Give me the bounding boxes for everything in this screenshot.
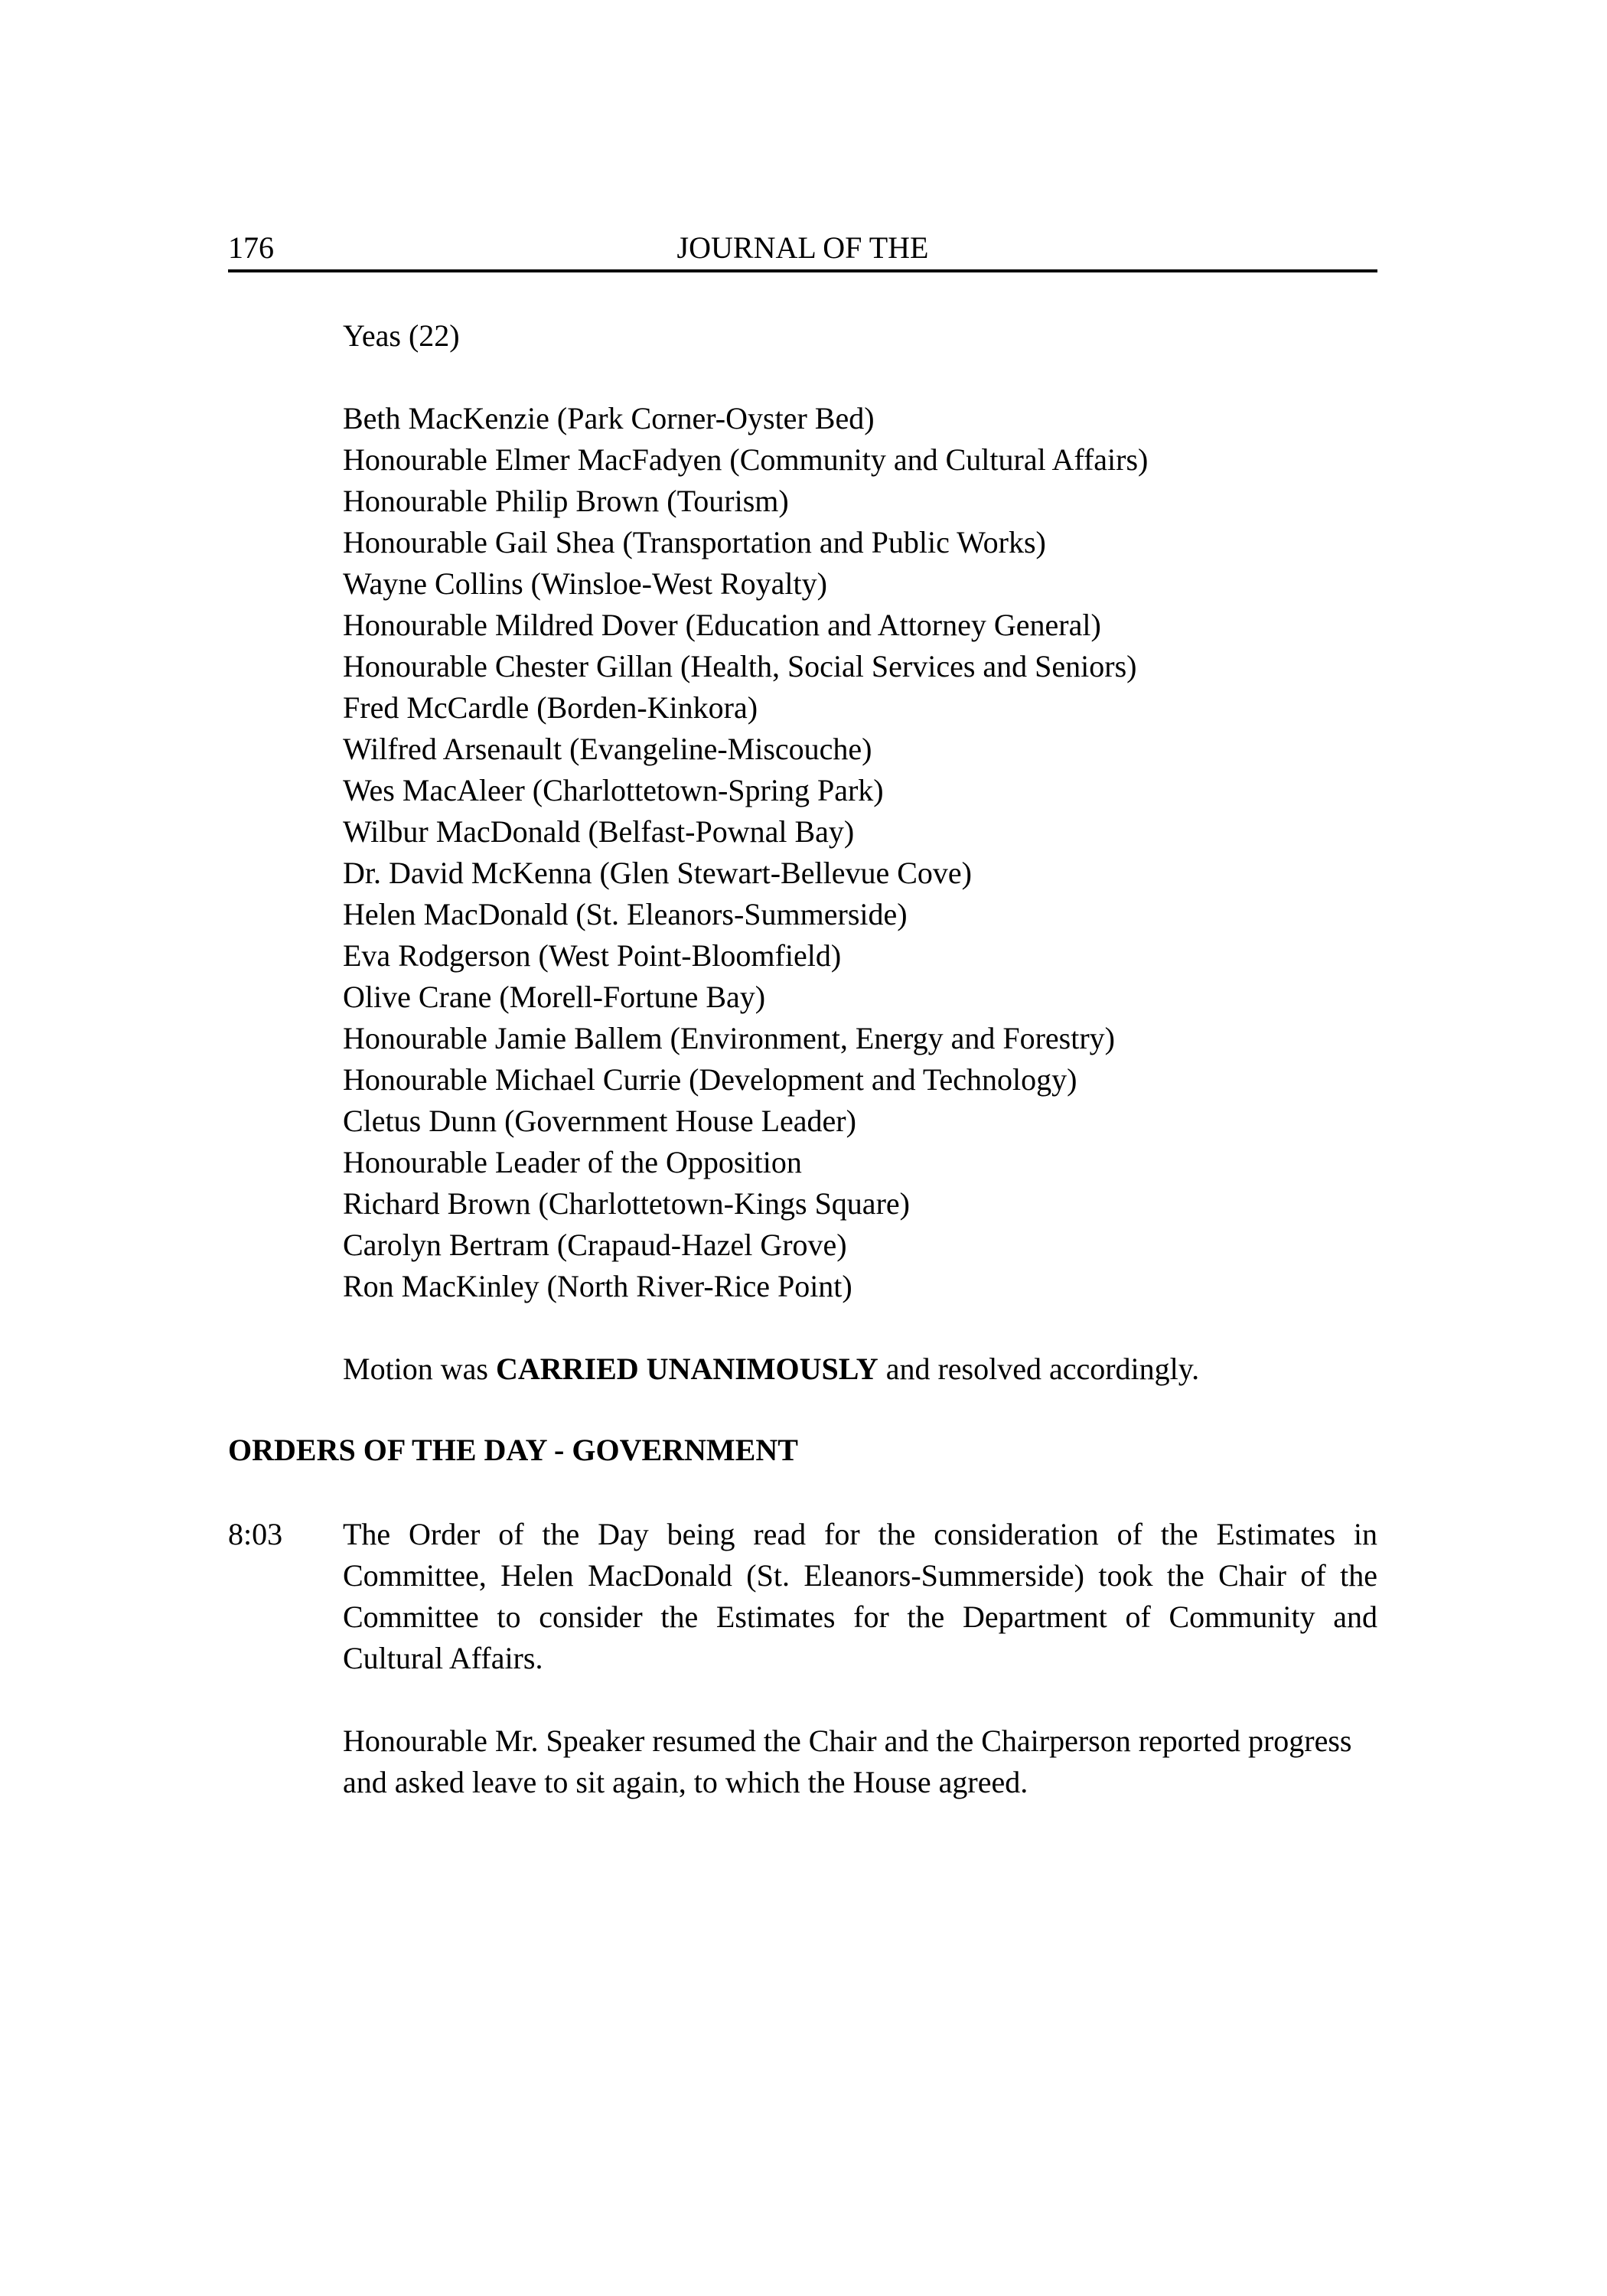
member-list-item: Honourable Chester Gillan (Health, Social Services and Seniors) bbox=[343, 649, 1137, 683]
member-list-item: Honourable Michael Currie (Development and Technology) bbox=[343, 1062, 1077, 1097]
member-list-item: Honourable Elmer MacFadyen (Community and Cultural Affairs) bbox=[343, 442, 1149, 477]
member-list-item: Honourable Philip Brown (Tourism) bbox=[343, 484, 789, 518]
member-list-item: Beth MacKenzie (Park Corner-Oyster Bed) bbox=[343, 401, 875, 435]
member-list-item: Honourable Gail Shea (Transportation and Public Works) bbox=[343, 525, 1046, 559]
member-list-item: Cletus Dunn (Government House Leader) bbox=[343, 1104, 856, 1138]
member-list-item: Olive Crane (Morell-Fortune Bay) bbox=[343, 980, 766, 1014]
section-heading: ORDERS OF THE DAY - GOVERNMENT bbox=[228, 1433, 798, 1467]
member-list-item: Wilbur MacDonald (Belfast-Pownal Bay) bbox=[343, 814, 855, 849]
member-list-item: Honourable Mildred Dover (Education and Attorney General) bbox=[343, 608, 1101, 642]
member-list bbox=[343, 398, 1148, 1307]
page-number: 176 bbox=[228, 230, 274, 265]
member-list-item: Wilfred Arsenault (Evangeline-Miscouche) bbox=[343, 732, 872, 766]
member-list-item: Eva Rodgerson (West Point-Bloomfield) bbox=[343, 938, 842, 973]
motion-prefix: Motion was bbox=[343, 1352, 496, 1386]
motion-result bbox=[343, 1349, 1377, 1390]
member-list-item: Honourable Leader of the Opposition bbox=[343, 1145, 802, 1179]
time-stamp: 8:03 bbox=[228, 1517, 283, 1551]
member-list-item: Wes MacAleer (Charlottetown-Spring Park) bbox=[343, 773, 884, 807]
orders-paragraph-1: The Order of the Day being read for the consideration of the Estimates in Committee, Helen MacDonald (St. Eleanors-Summerside) took the Chair of the Committee to consider the Estimates for the Department of Community and Cultural Affairs. bbox=[343, 1517, 1377, 1675]
orders-paragraph-2: Honourable Mr. Speaker resumed the Chair and the Chairperson reported progress and asked leave to sit again, to which the House agreed. bbox=[343, 1724, 1352, 1799]
member-list-item: Carolyn Bertram (Crapaud-Hazel Grove) bbox=[343, 1228, 847, 1262]
member-list-item: Honourable Jamie Ballem (Environment, Energy and Forestry) bbox=[343, 1021, 1116, 1055]
member-list-item: Fred McCardle (Borden-Kinkora) bbox=[343, 690, 758, 725]
yeas-heading: Yeas (22) bbox=[343, 318, 460, 353]
running-head: JOURNAL OF THE bbox=[676, 230, 929, 265]
motion-result-bold: CARRIED UNANIMOUSLY bbox=[496, 1352, 878, 1386]
motion-suffix: and resolved accordingly. bbox=[878, 1352, 1200, 1386]
member-list-item: Wayne Collins (Winsloe-West Royalty) bbox=[343, 566, 827, 601]
member-list-item: Richard Brown (Charlottetown-Kings Square) bbox=[343, 1186, 910, 1221]
member-list-item: Ron MacKinley (North River-Rice Point) bbox=[343, 1269, 852, 1303]
member-list-item: Helen MacDonald (St. Eleanors-Summerside) bbox=[343, 897, 908, 931]
page-header bbox=[228, 227, 1377, 272]
member-list-item: Dr. David McKenna (Glen Stewart-Bellevue Cove) bbox=[343, 856, 972, 890]
